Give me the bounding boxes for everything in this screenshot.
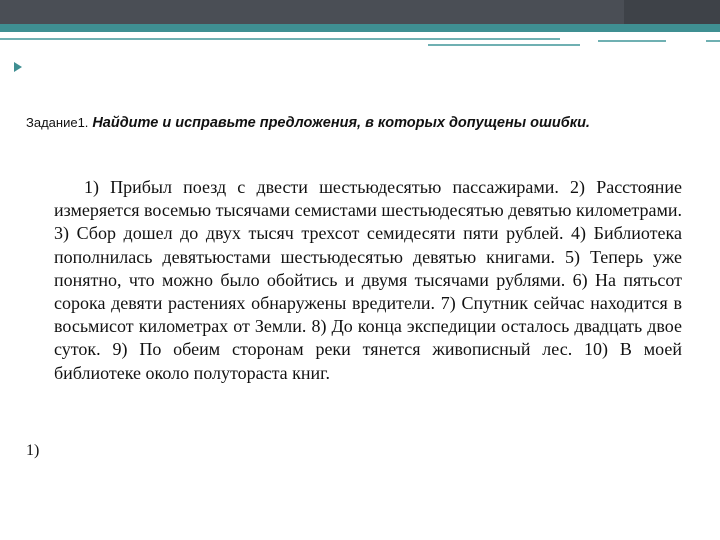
bullet-triangle-icon — [14, 62, 22, 72]
task-label: Задание1. — [26, 115, 89, 130]
accent-stripe — [0, 24, 720, 32]
accent-rule-4 — [706, 40, 720, 42]
task-heading — [26, 112, 684, 134]
accent-rule-2 — [428, 44, 580, 46]
list-number: 1) — [26, 442, 40, 459]
exercise-text: 1) Прибыл поезд с двести шестьюдесятью пассажирами. 2) Расстояние измеряется восемью тысячами семистами шестьюдесятью девятью километрами. 3) Сбор дошел до двух тысяч трехсот семидесяти пяти рублей. 4) Библиотека пополнилась девятьюстами шестьюдесятью девятью книгами. 5) Теперь уже понятно, что можно было обойтись и двумя тысячами рублями. 6) На пятьсот сорока девяти растениях обнаружены вредители. 7) Спутник сейчас находится в восьмисот километрах от Земли. 8) До конца экспедиции осталось двадцать двое суток. 9) По обеим сторонам реки тянется живописный лес. 10) В моей библиотеке около полутораста книг. — [54, 177, 682, 383]
accent-rule-1 — [0, 38, 560, 40]
top-band — [0, 0, 720, 24]
top-band-dark-block — [624, 0, 720, 24]
accent-rule-3 — [598, 40, 666, 42]
task-instruction: Найдите и исправьте предложения, в которых допущены ошибки. — [92, 115, 590, 131]
